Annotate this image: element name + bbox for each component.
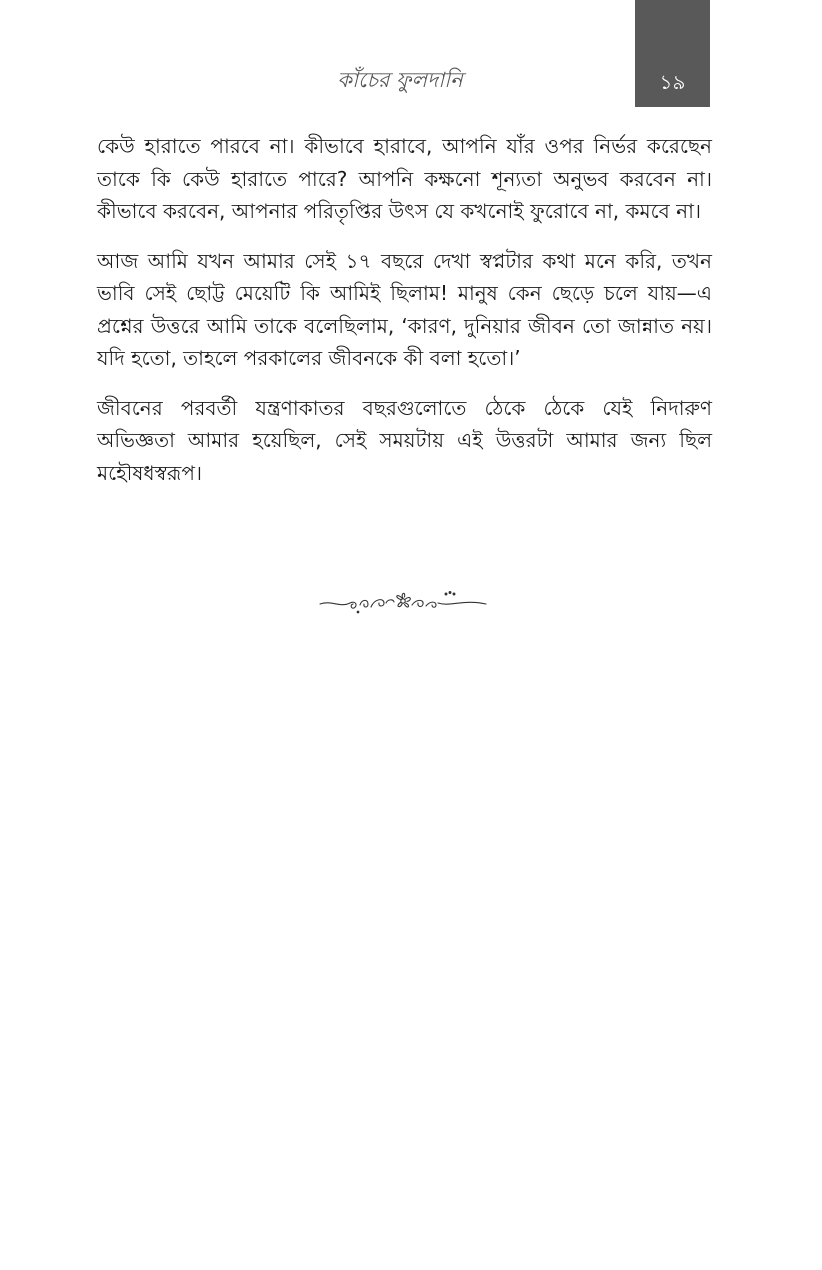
- page-number-tab: [635, 0, 710, 107]
- paragraph-1: কেউ হারাতে পারবে না। কীভাবে হারাবে, আপনি যাঁর ওপর নির্ভর করেছেন তাকে কি কেউ হারাতে পারে? আপনি কক্ষনো শূন্যতা অনুভব করবেন না। কীভাবে করবেন, আপনার পরিতৃপ্তির উৎস যে কখনোই ফুরোবে না, কমবে না।: [97, 134, 712, 223]
- floral-divider-icon: [318, 585, 488, 621]
- running-title: কাঁচের ফুলদানি: [337, 68, 463, 92]
- paragraph-2: আজ আমি যখন আমার সেই ১৭ বছরে দেখা স্বপ্নটার কথা মনে করি, তখন ভাবি সেই ছোট্ট মেয়েটি কি আমিই ছিলাম! মানুষ কেন ছেড়ে চলে যায়—এ প্রশ্নের উত্তরে আমি তাকে বলেছিলাম, ‘কারণ, দুনিয়ার জীবন তো জান্নাত নয়। যদি হতো, তাহলে পরকালের জীবনকে কী বলা হতো।’: [97, 248, 712, 370]
- paragraph-3: জীবনের পরবর্তী যন্ত্রণাকাতর বছরগুলোতে ঠেকে ঠেকে যেই নিদারুণ অভিজ্ঞতা আমার হয়েছিল, সেই সময়টায় এই উত্তরটা আমার জন্য ছিল মহৌষধস্বরূপ।: [97, 395, 712, 485]
- body-text: [97, 130, 712, 506]
- page-number: ১৯: [659, 70, 686, 94]
